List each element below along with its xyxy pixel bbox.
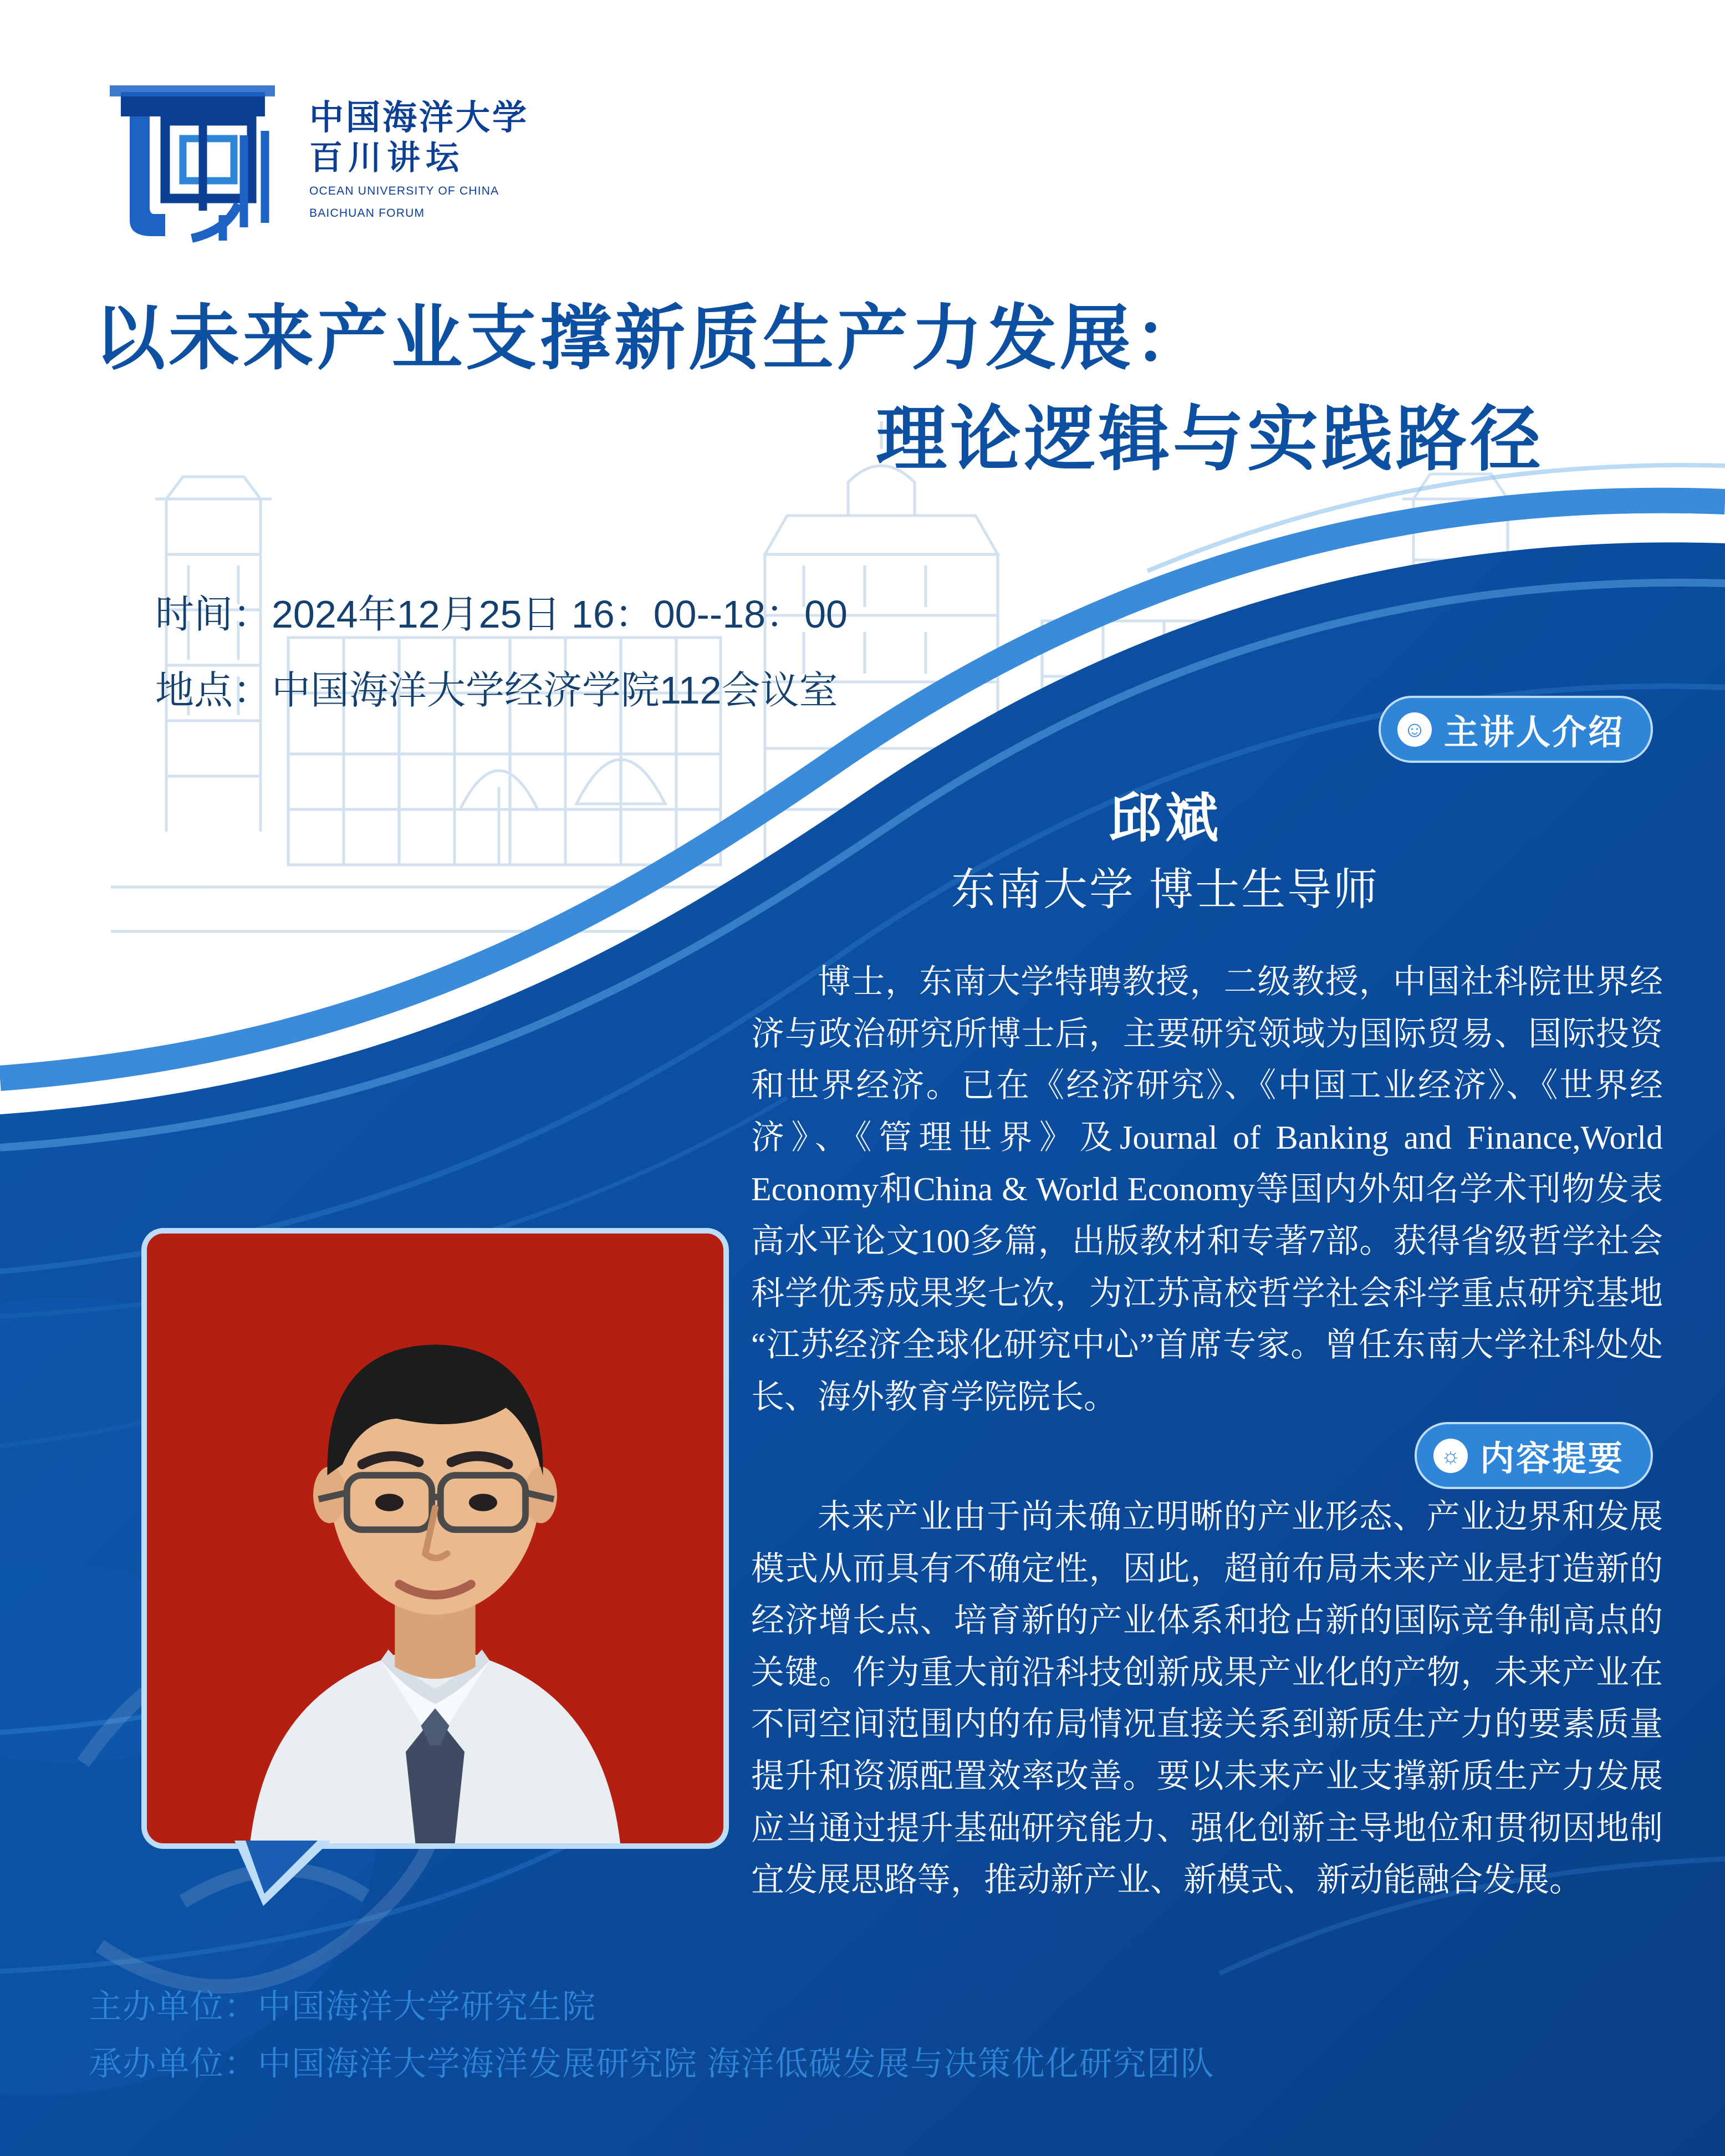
abstract-text: 未来产业由于尚未确立明晰的产业形态、产业边界和发展模式从而具有不确定性，因此，超前布局未来产业是打造新的经济增长点、培育新的产业体系和抢占新的国际竞争制高点的关键。作为重大前沿科技创新成果产业化的产物，未来产业在不同空间范围内的布局情况直接关系到新质生产力的要素质量提升和资源配置效率改善。要以未来产业支撑新质生产力发展应当通过提升基础研究能力、强化创新主导地位和贯彻因地制宜发展思路等，推动新产业、新模式、新动能融合发展。 — [751, 1499, 1663, 1899]
bubble-tail-decoration — [230, 1841, 335, 1907]
logo — [99, 82, 553, 243]
logo-en-forum: BAICHUAN FORUM — [309, 206, 425, 220]
event-time: 时间：2024年12月25日 16：00--18：00 — [155, 593, 848, 636]
logo-forum: 百川讲坛 — [309, 140, 465, 177]
globe-icon: ☼ — [1433, 1439, 1468, 1473]
speaker-bio: 博士，东南大学特聘教授，二级教授，中国社科院世界经济与政治研究所博士后，主要研究领域为国际贸易、国际投资和世界经济。已在《经济研究》、《中国工业经济》、《世界经济》、《管理世界》及Journal of Banking and Finance,World Economy和China & World Economy等国内外知名学术刊物发表高水平论文100多篇，出版教材和专著7部。获得省级哲学社会科学优秀成果奖七次，为江苏高校哲学社会科学重点研究基地“江苏经济全球化研究中心”首席专家。曾任东南大学社科处处长、海外教育学院院长。 — [751, 964, 1663, 1415]
speaker-portrait-image — [147, 1234, 723, 1843]
speaker-section-label: 主讲人介绍 — [1443, 713, 1624, 752]
logo-institution: 中国海洋大学 — [309, 99, 529, 137]
portrait-frame — [141, 1228, 729, 1849]
logo-en-institution: OCEAN UNIVERSITY OF CHINA — [309, 185, 499, 198]
page-title — [83, 288, 1668, 490]
title-line-2: 理论逻辑与实践路径 — [876, 399, 1545, 479]
footer — [89, 1978, 1641, 2092]
speaker-section-header — [1379, 696, 1653, 763]
baichuan-logo-mark-icon — [99, 82, 282, 243]
speaker-name: 邱斌 — [1109, 789, 1222, 848]
avatar — [141, 1228, 729, 1893]
abstract-section-header — [1415, 1422, 1653, 1489]
footer-organizer: 主办单位：中国海洋大学研究生院 — [89, 1987, 596, 2025]
abstract-section-label: 内容提要 — [1479, 1440, 1624, 1478]
event-info — [155, 577, 848, 728]
logo-text — [309, 99, 548, 222]
footer-co-organizer: 承办单位：中国海洋大学海洋发展研究院 海洋低碳发展与决策优化研究团队 — [89, 2045, 1214, 2082]
speaker-affiliation: 东南大学 博士生导师 — [951, 865, 1380, 914]
event-place: 地点：中国海洋大学经济学院112会议室 — [155, 668, 838, 712]
title-line-1: 以未来产业支撑新质生产力发展： — [94, 299, 1209, 378]
person-icon: ☺ — [1397, 712, 1432, 747]
